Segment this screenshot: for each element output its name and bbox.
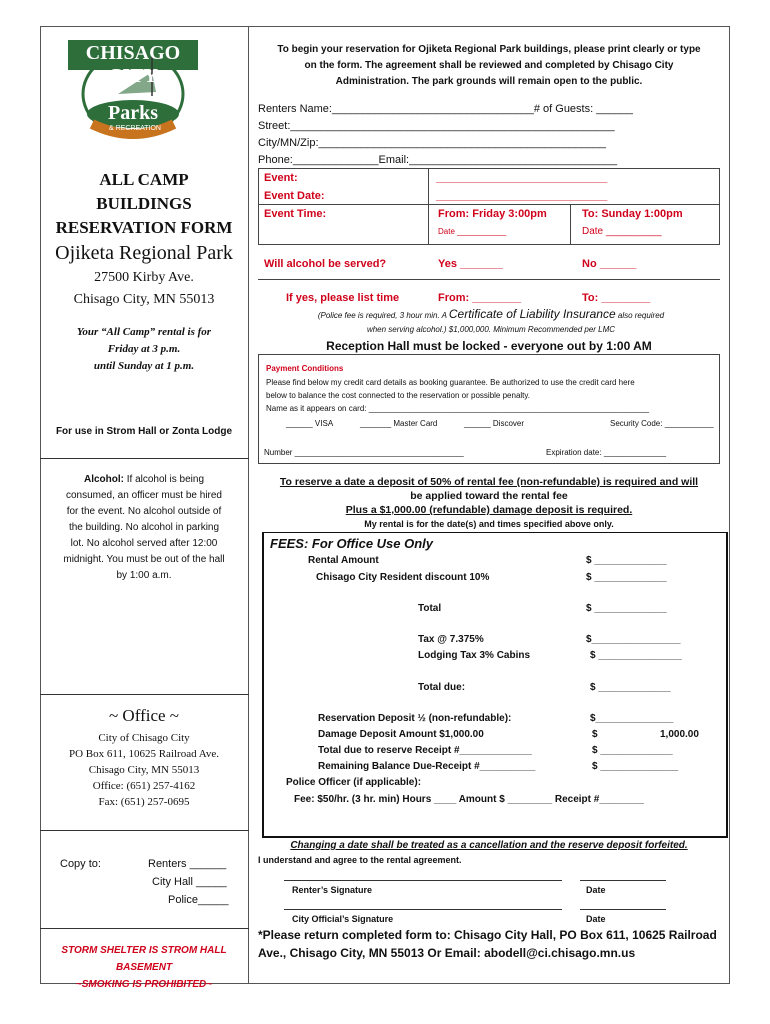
total-due-reserve-input[interactable]: $ _____________ xyxy=(592,745,673,756)
rental-amount-label: Rental Amount xyxy=(308,555,379,566)
tax-input[interactable]: $________________ xyxy=(586,634,681,645)
storm-line2: BASEMENT xyxy=(115,962,173,973)
changing-date-note: Changing a date shall be treated as a cancellation and the reserve deposit forfeited. xyxy=(290,840,688,851)
to-date-input[interactable]: Date __________ xyxy=(582,226,662,237)
storm-line1: STORM SHELTER IS STROM HALL xyxy=(61,945,227,956)
remaining-balance-label: Remaining Balance Due-Receipt #__________ xyxy=(318,761,536,772)
logo-line3: & RECREATION xyxy=(109,125,161,132)
deposit-note3: Plus a $1,000.00 (refundable) damage deposit is required. xyxy=(345,504,633,516)
remaining-balance-input[interactable]: $ ______________ xyxy=(592,761,679,772)
rental-note2: Friday at 3 p.m. xyxy=(107,343,181,355)
event-time-to: To: Sunday 1:00pm xyxy=(582,208,683,220)
alcohol-question: Will alcohol be served? xyxy=(264,258,387,270)
title-reservation-form: RESERVATION FORM xyxy=(55,218,233,237)
card-name-input[interactable]: Name as it appears on card: _______________________________________________________________ xyxy=(266,404,650,413)
resident-discount-label: Chisago City Resident discount 10% xyxy=(316,572,490,583)
intro-line2: on the form. The agreement shall be reviewed and completed by Chisago City xyxy=(304,60,674,71)
list-time-label: If yes, please list time xyxy=(286,292,400,304)
rental-note1: Your “All Camp” rental is for xyxy=(76,326,212,338)
lodging-tax-input[interactable]: $ _______________ xyxy=(590,650,682,661)
column-divider xyxy=(248,26,249,984)
intro-line1: To begin your reservation for Ojiketa Regional Park buildings, please print clearly or type xyxy=(277,44,701,55)
police-note-b: Certificate of Liability Insurance xyxy=(448,307,616,321)
copy-renters[interactable]: Renters ______ xyxy=(148,858,227,870)
deposit-note4: My rental is for the date(s) and times specified above only. xyxy=(364,519,614,529)
payment-line1: Please find below my credit card details as booking guarantee. Be authorized to use the credit card here xyxy=(266,378,635,387)
divider-office xyxy=(40,694,249,695)
alcohol-line-0: If alcohol is being xyxy=(123,474,205,485)
alcohol-line-6: by 1:00 a.m. xyxy=(116,570,172,581)
divider-storm xyxy=(40,928,249,929)
police-note-a: (Police fee is required, 3 hour min. A xyxy=(317,311,449,320)
logo-line2: Parks xyxy=(108,102,158,124)
payment-title: Payment Conditions xyxy=(266,364,344,373)
event-time-from: From: Friday 3:00pm xyxy=(438,208,547,220)
official-signature-line[interactable] xyxy=(284,909,562,910)
payment-line2: below to balance the cost connected to the reservation or possible penalty. xyxy=(266,391,531,400)
copy-police[interactable]: Police_____ xyxy=(168,894,229,906)
phone-email-field[interactable]: Phone:______________Email:__________________________________ xyxy=(258,154,618,166)
return-note2: Ave., Chisago City, MN 55013 Or Email: abodell@ci.chisago.mn.us xyxy=(258,946,636,960)
copy-city-hall[interactable]: City Hall _____ xyxy=(152,876,227,888)
police-fee-note xyxy=(254,307,728,321)
discover-option[interactable]: ______ Discover xyxy=(464,419,525,428)
total-due-reserve-label: Total due to reserve Receipt #_____________ xyxy=(318,745,532,756)
divider-alcohol xyxy=(40,458,249,459)
divider-copy xyxy=(40,830,249,831)
from-date-input[interactable]: Date ___________ xyxy=(438,227,507,236)
police-fee-note2: when serving alcohol.) $1,000,000. Minimum Recommended per LMC xyxy=(366,325,616,334)
police-fee-line[interactable]: Fee: $50/hr. (3 hr. min) Hours ____ Amount $ ________ Receipt #________ xyxy=(294,794,644,805)
reservation-deposit-input[interactable]: $______________ xyxy=(590,713,674,724)
official-date-label: Date xyxy=(586,914,606,924)
return-note1: *Please return completed form to: Chisago City Hall, PO Box 611, 10625 Railroad xyxy=(258,928,717,942)
total-due-label: Total due: xyxy=(418,682,466,693)
deposit-note1: To reserve a date a deposit of 50% of rental fee (non-refundable) is required and will xyxy=(279,476,699,488)
alcohol-line-5: midnight. You must be out of the hall xyxy=(63,554,225,565)
intro-text xyxy=(250,42,728,90)
resident-discount-input[interactable]: $ _____________ xyxy=(586,572,667,583)
office-line-4: Fax: (651) 257-0695 xyxy=(98,796,190,808)
alcohol-to-input[interactable]: To: ________ xyxy=(582,292,651,304)
event-time-label: Event Time: xyxy=(264,208,327,220)
lodging-tax-label: Lodging Tax 3% Cabins xyxy=(418,650,531,661)
event-date-label: Event Date: xyxy=(264,190,325,202)
reservation-deposit-label: Reservation Deposit ½ (non-refundable): xyxy=(318,713,512,724)
park-address2: Chisago City, MN 55013 xyxy=(73,292,215,307)
office-line-3: Office: (651) 257-4162 xyxy=(92,780,196,792)
alcohol-yes[interactable]: Yes _______ xyxy=(438,258,503,270)
alcohol-line-2: for the event. No alcohol outside of xyxy=(66,506,222,517)
damage-deposit-label: Damage Deposit Amount $1,000.00 xyxy=(318,729,484,740)
renter-date-line[interactable] xyxy=(580,880,666,881)
police-note-c: also required xyxy=(615,311,665,320)
agree-note: I understand and agree to the rental agreement. xyxy=(258,855,462,865)
city-zip-field[interactable]: City/MN/Zip:_______________________________________________ xyxy=(258,137,607,149)
title-all-camp: ALL CAMP xyxy=(99,170,189,189)
rental-note3: until Sunday at 1 p.m. xyxy=(93,360,195,372)
office-contact xyxy=(44,730,244,810)
total-label: Total xyxy=(418,603,442,614)
storm-shelter-note xyxy=(44,942,244,993)
official-signature-label: City Official’s Signature xyxy=(292,914,394,924)
police-officer-label: Police Officer (if applicable): xyxy=(286,777,422,788)
alcohol-no[interactable]: No ______ xyxy=(582,258,637,270)
park-name: Ojiketa Regional Park xyxy=(55,242,233,264)
park-address1: 27500 Kirby Ave. xyxy=(94,270,194,285)
copy-to-label: Copy to: xyxy=(60,858,101,870)
office-title: ~ Office ~ xyxy=(108,706,179,725)
security-code-input[interactable]: Security Code: ___________ xyxy=(610,419,714,428)
event-label: Event: xyxy=(264,172,298,184)
office-line-0: City of Chisago City xyxy=(98,732,190,744)
title-buildings: BUILDINGS xyxy=(96,194,192,213)
visa-option[interactable]: ______ VISA xyxy=(286,419,334,428)
alcohol-line-1: consumed, an officer must be hired xyxy=(65,490,222,501)
total-due-input[interactable]: $ _____________ xyxy=(590,682,671,693)
reception-note: Reception Hall must be locked - everyone out by 1:00 AM xyxy=(326,339,652,353)
alcohol-line-4: lot. No alcohol served after 12:00 xyxy=(70,538,218,549)
event-input[interactable]: ____________________________ xyxy=(436,172,608,184)
alcohol-line-3: the building. No alcohol in parking xyxy=(68,522,220,533)
logo-line1: CHISAGO CITY xyxy=(85,42,181,87)
use-in-note: For use in Strom Hall or Zonta Lodge xyxy=(55,426,233,437)
rental-amount-input[interactable]: $ _____________ xyxy=(586,555,667,566)
alcohol-from-input[interactable]: From: ________ xyxy=(438,292,522,304)
intro-line3: Administration. The park grounds will remain open to the public. xyxy=(335,76,643,87)
damage-deposit-dollar: $ xyxy=(592,729,598,740)
renters-name-field[interactable]: Renters Name:_________________________________# of Guests: ______ xyxy=(258,103,633,115)
card-number-input[interactable]: Number ______________________________________ xyxy=(264,448,464,457)
alcohol-policy xyxy=(44,472,244,584)
mastercard-option[interactable]: _______ Master Card xyxy=(360,419,438,428)
fees-title: FEES: For Office Use Only xyxy=(270,536,434,551)
chisago-parks-logo xyxy=(66,32,200,140)
total-input[interactable]: $ _____________ xyxy=(586,603,667,614)
storm-line3: ~SMOKING IS PROHIBITED~ xyxy=(75,979,213,990)
event-date-input[interactable]: ____________________________ xyxy=(436,190,608,202)
damage-deposit-amount: 1,000.00 xyxy=(660,729,699,740)
renter-signature-label: Renter’s Signature xyxy=(292,885,373,895)
street-field[interactable]: Street:_____________________________________________________ xyxy=(258,120,615,132)
expiration-input[interactable]: Expiration date: ______________ xyxy=(546,448,667,457)
office-line-1: PO Box 611, 10625 Railroad Ave. xyxy=(68,748,220,760)
deposit-note2: be applied toward the rental fee xyxy=(410,490,568,502)
renter-signature-line[interactable] xyxy=(284,880,562,881)
renter-date-label: Date xyxy=(586,885,606,895)
tax-label: Tax @ 7.375% xyxy=(418,634,484,645)
official-date-line[interactable] xyxy=(580,909,666,910)
alcohol-label: Alcohol: xyxy=(83,474,124,485)
office-line-2: Chisago City, MN 55013 xyxy=(88,764,200,776)
